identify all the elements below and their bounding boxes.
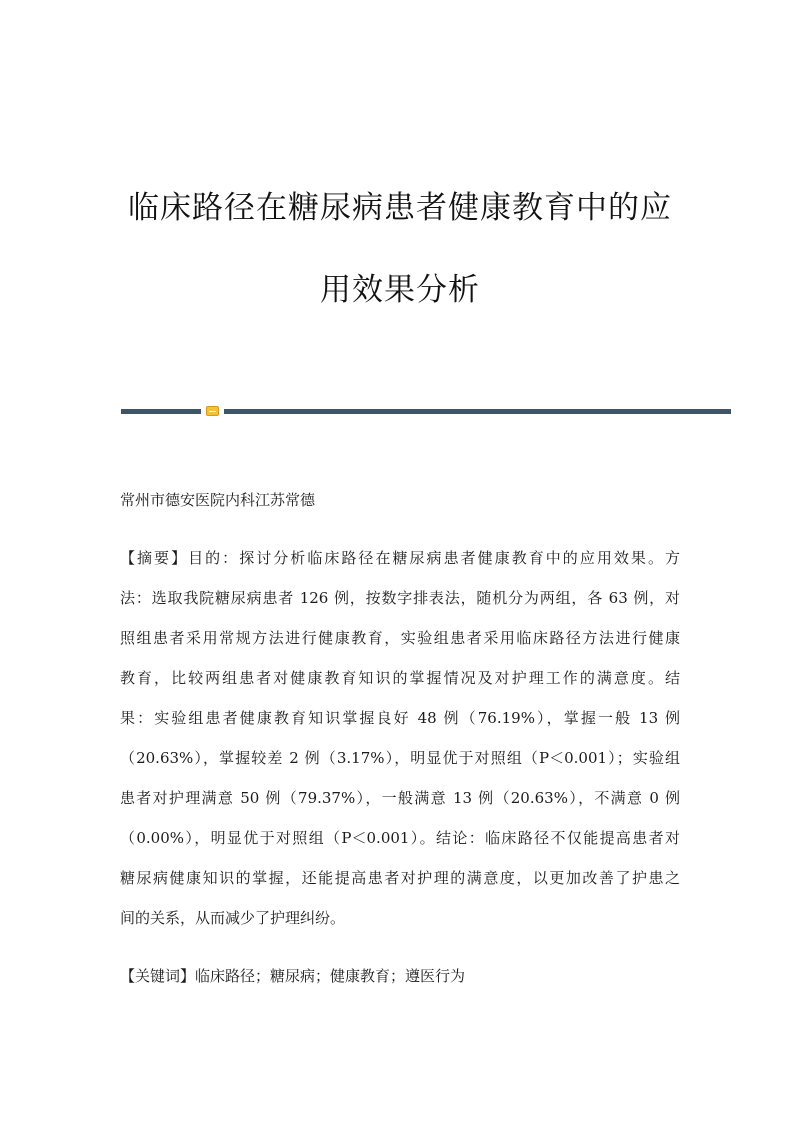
author-affiliation: 常州市德安医院内科江苏常德 (120, 491, 316, 509)
abstract-line: （20.63%），掌握较差 2 例（3.17%），明显优于对照组（P＜0.001）；实验组 (120, 749, 680, 767)
divider-bar-right (224, 409, 731, 414)
abstract-line: （0.00%），明显优于对照组（P＜0.001）。结论：临床路径不仅能提高患者对 (120, 829, 680, 847)
abstract-line: 【摘要】目的：探讨分析临床路径在糖尿病患者健康教育中的应用效果。方 (120, 549, 680, 567)
abstract-line: 间的关系，从而减少了护理纠纷。 (120, 909, 346, 927)
abstract-line: 照组患者采用常规方法进行健康教育，实验组患者采用临床路径方法进行健康 (120, 629, 680, 647)
document-title-line-2: 用效果分析 (320, 272, 480, 308)
title-divider (121, 406, 731, 416)
divider-ornament-icon (206, 406, 219, 416)
abstract-paragraph (120, 538, 680, 938)
abstract-line: 果：实验组患者健康教育知识掌握良好 48 例（76.19%），掌握一般 13 例 (120, 709, 680, 727)
abstract-line: 患者对护理满意 50 例（79.37%），一般满意 13 例（20.63%），不满意 0 例 (120, 789, 680, 807)
abstract-line: 糖尿病健康知识的掌握，还能提高患者对护理的满意度，以更加改善了护患之 (120, 869, 680, 887)
abstract-line: 教育，比较两组患者对健康教育知识的掌握情况及对护理工作的满意度。结 (120, 669, 680, 687)
document-title-line-1: 临床路径在糖尿病患者健康教育中的应 (128, 190, 672, 226)
keywords-line: 【关键词】临床路径；糖尿病；健康教育；遵医行为 (120, 967, 466, 985)
divider-bar-left (121, 409, 201, 414)
abstract-line: 法：选取我院糖尿病患者 126 例，按数字排表法，随机分为两组，各 63 例，对 (120, 589, 680, 607)
